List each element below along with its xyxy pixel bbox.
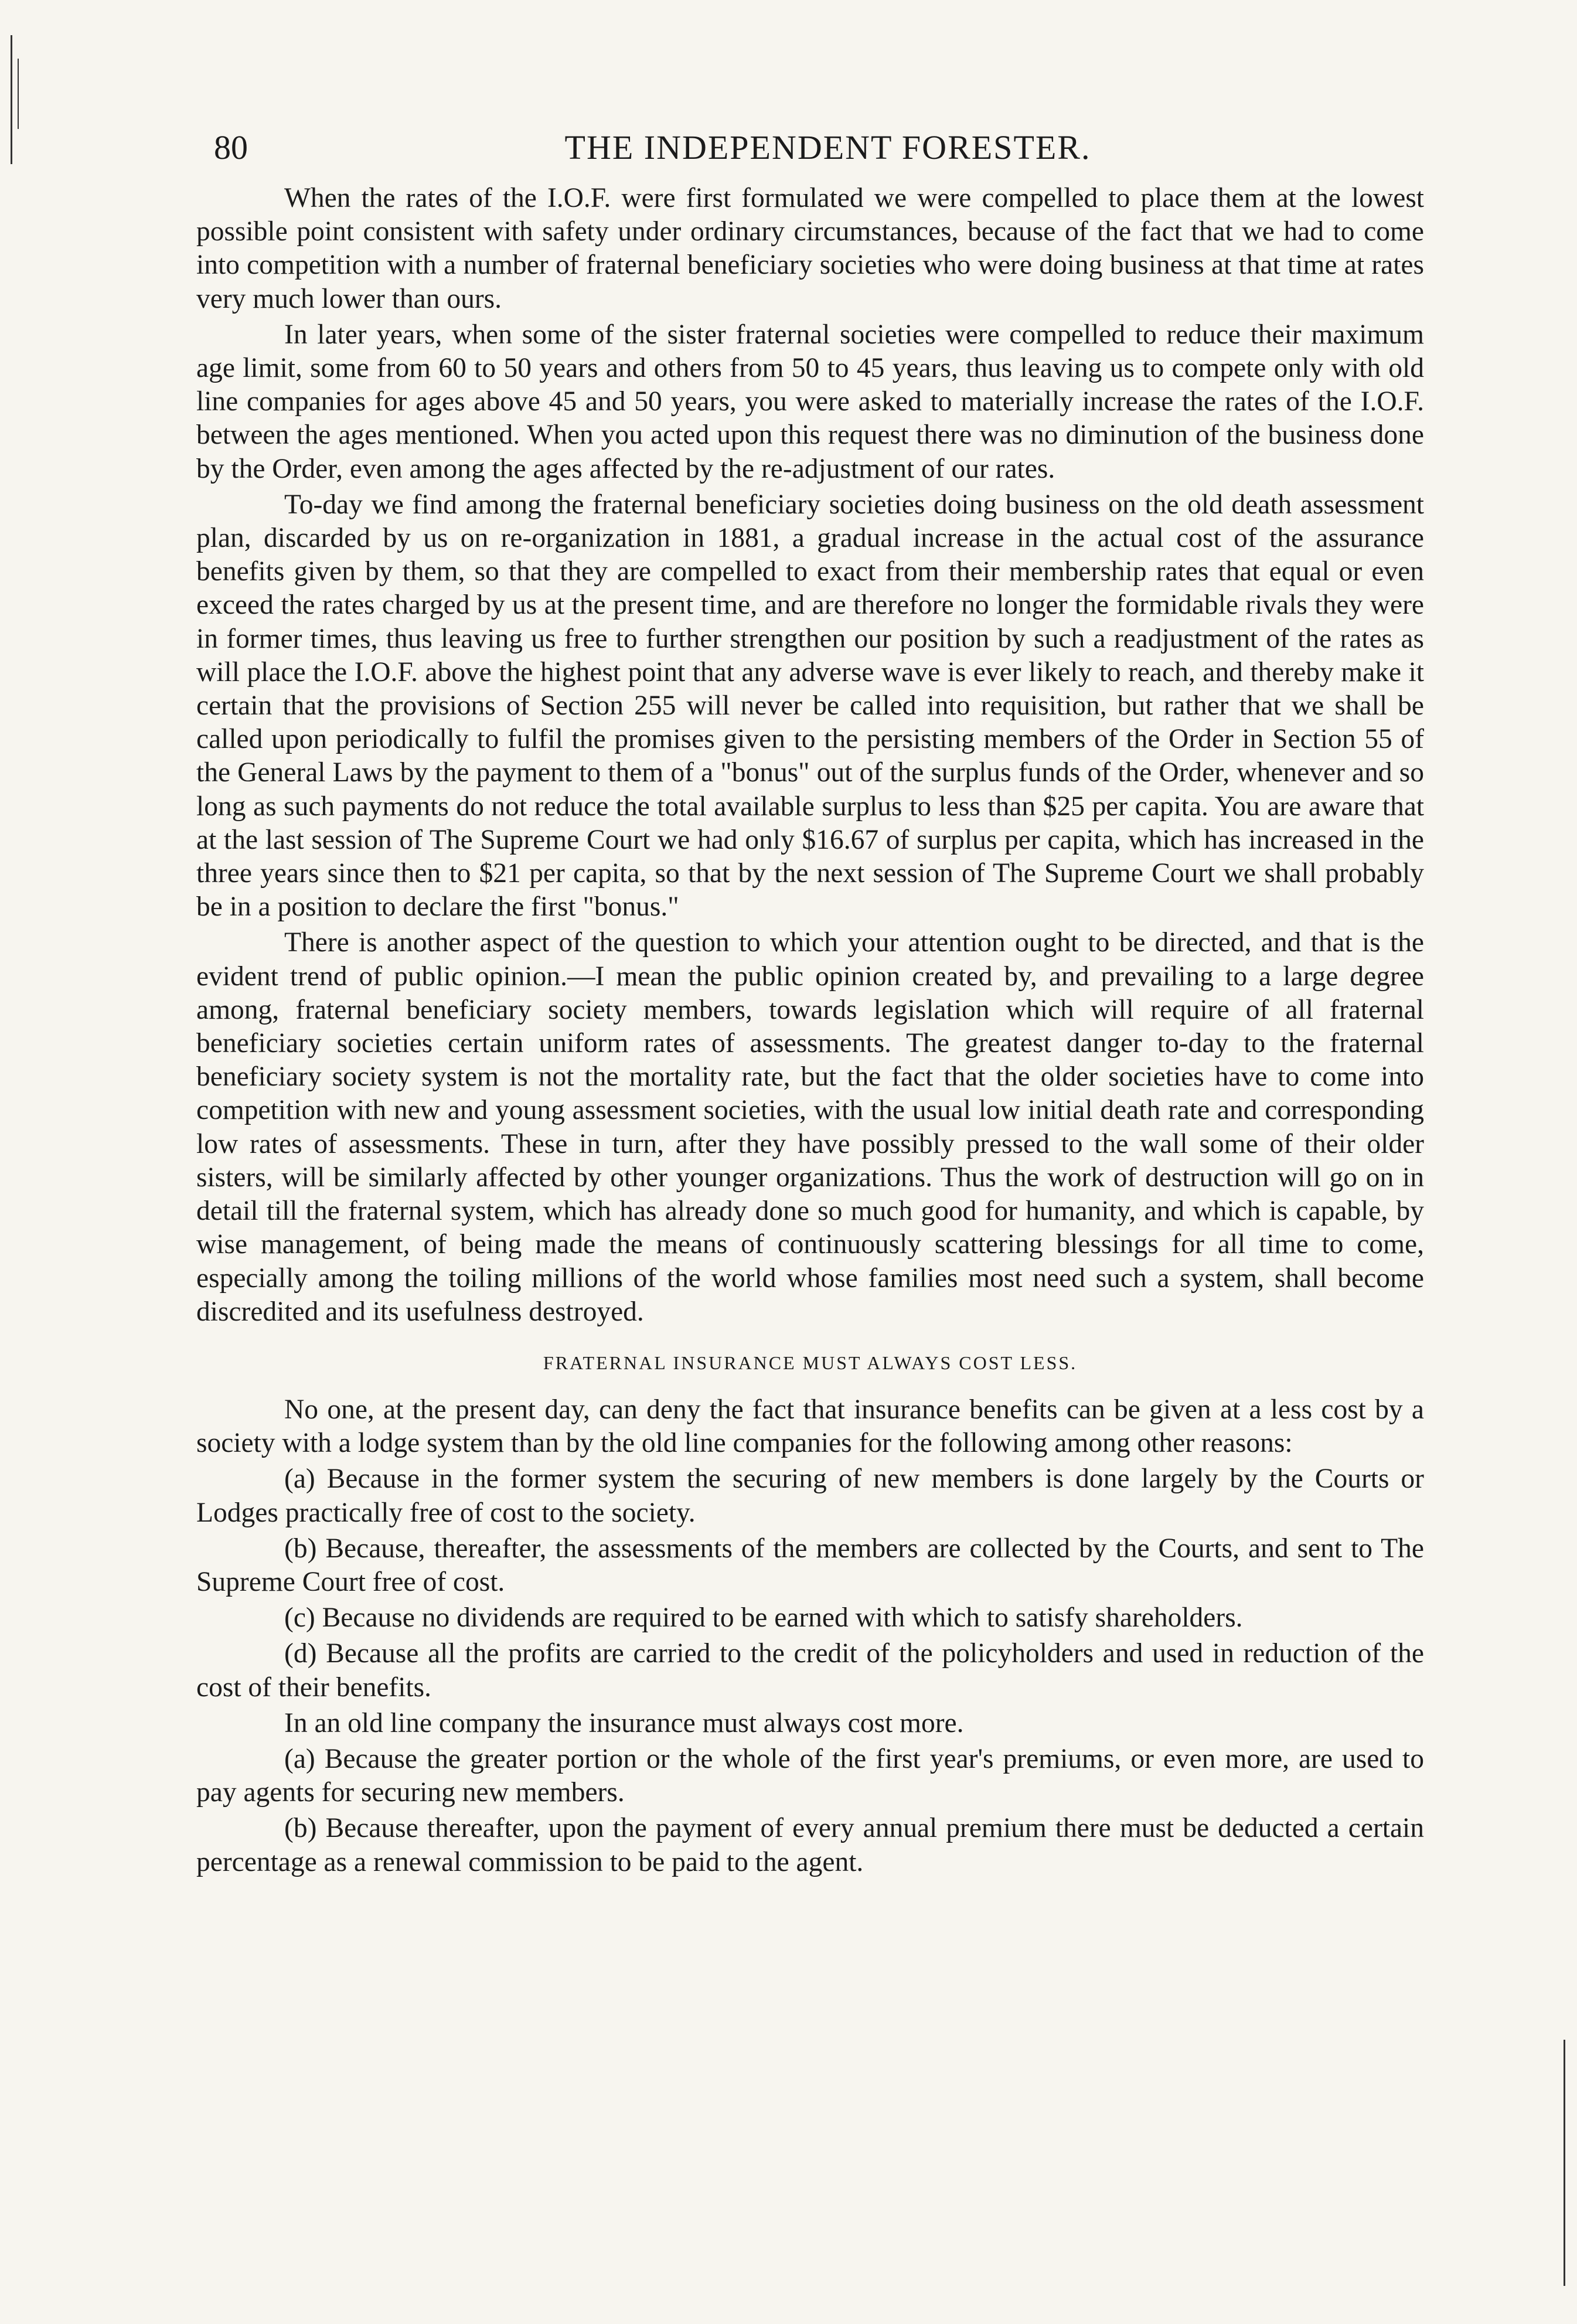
- page: [196, 117, 1424, 1879]
- section-body: [196, 1393, 1424, 1879]
- old-line-reason-b: (b) Because thereafter, upon the payment of every annual premium there must be deducted a certain percentage as a renewal commission to be paid to the agent.: [196, 1813, 1424, 1877]
- section-intro: No one, at the present day, can deny the fact that insurance benefits can be given at a less cost by a society with a lodge system than by the old line companies for the following among other reasons:: [196, 1394, 1424, 1459]
- reason-b: (b) Because, thereafter, the assessments of the members are collected by the Courts, and sent to The Supreme Court free of cost.: [196, 1533, 1424, 1597]
- reason-d: (d) Because all the profits are carried to the credit of the policyholders and used in reduction of the cost of their benefits.: [196, 1638, 1424, 1703]
- page-number: 80: [214, 128, 248, 166]
- paragraph-2: In later years, when some of the sister fraternal societies were compelled to reduce their maximum age limit, some from 60 to 50 years and others from 50 to 45 years, thus leaving us to compete only with old line companies for ages above 45 and 50 years, you were asked to materially increase the rates of the I.O.F. between the ages mentioned. When you acted upon this request there was no diminution of the business done by the Order, even among the ages affected by the re-adjustment of our rates.: [196, 319, 1424, 484]
- paragraph-1: When the rates of the I.O.F. were first formulated we were compelled to place them at the lowest possible point consistent with safety under ordinary circumstances, because of the fact that we had to come into competition with a number of fraternal beneficiary societies who were doing business at that time at rates very much lower than ours.: [196, 183, 1424, 314]
- running-title: THE INDEPENDENT FORESTER.: [564, 128, 1091, 166]
- binding-mark-top-2: [18, 59, 19, 129]
- paragraph-3: To-day we find among the fraternal beneficiary societies doing business on the old death assessment plan, discarded by us on re-organization in 1881, a gradual increase in the actual cost of the assurance benefits given by them, so that they are compelled to exact from their membership rates that equal or even exceed the rates charged by us at the present time, and are therefore no longer the formidable rivals they were in former times, thus leaving us free to further strengthen our position by such a readjustment of the rates as will place the I.O.F. above the highest point that any adverse wave is ever likely to reach, and thereby make it certain that the provisions of Section 255 will never be called into requisition, but rather that we shall be called upon periodically to fulfil the promises given to the persisting members of the Order in Section 55 of the General Laws by the payment to them of a "bonus" out of the surplus funds of the Order, whenever and so long as such payments do not reduce the total available surplus to less than $25 per capita. You are aware that at the last session of The Supreme Court we had only $16.67 of surplus per capita, which has increased in the three years since then to $21 per capita, so that by the next session of The Supreme Court we shall probably be in a position to declare the first "bonus.": [196, 489, 1424, 923]
- old-line-statement: In an old line company the insurance must always cost more.: [284, 1707, 964, 1738]
- old-line-reason-a: (a) Because the greater portion or the whole of the first year's premiums, or even more, are used to pay agents for securing new members.: [196, 1743, 1424, 1808]
- paragraph-4: There is another aspect of the question to which your attention ought to be directed, and that is the evident trend of public opinion.—I mean the public opinion created by, and prevailing to a large degree among, fraternal beneficiary society members, towards legislation which will require of all fraternal beneficiary societies certain uniform rates of assessments. The greatest danger to-day to the fraternal beneficiary society system is not the mortality rate, but the fact that the older societies have to come into competition with new and young assessment societies, with the usual low initial death rate and corresponding low rates of assessments. These in turn, after they have possibly pressed to the wall some of their older sisters, will be similarly affected by other younger organizations. Thus the work of destruction will go on in detail till the fraternal system, which has already done so much good for humanity, and which is capable, by wise management, of being made the means of continuously scattering blessings for all time to come, especially among the toiling millions of the world whose families most need such a system, shall become discredited and its usefulness destroyed.: [196, 927, 1424, 1327]
- reason-c: (c) Because no dividends are required to be earned with which to satisfy shareholders.: [284, 1602, 1243, 1634]
- binding-mark-top: [11, 35, 12, 164]
- body-text: [196, 182, 1424, 1329]
- binding-mark-bottom: [1564, 2040, 1565, 2286]
- reason-a: (a) Because in the former system the securing of new members is done largely by the Courts or Lodges practically free of cost to the society.: [196, 1464, 1424, 1528]
- page-header: [196, 117, 1424, 182]
- section-heading: FRATERNAL INSURANCE MUST ALWAYS COST LESS.: [543, 1352, 1078, 1373]
